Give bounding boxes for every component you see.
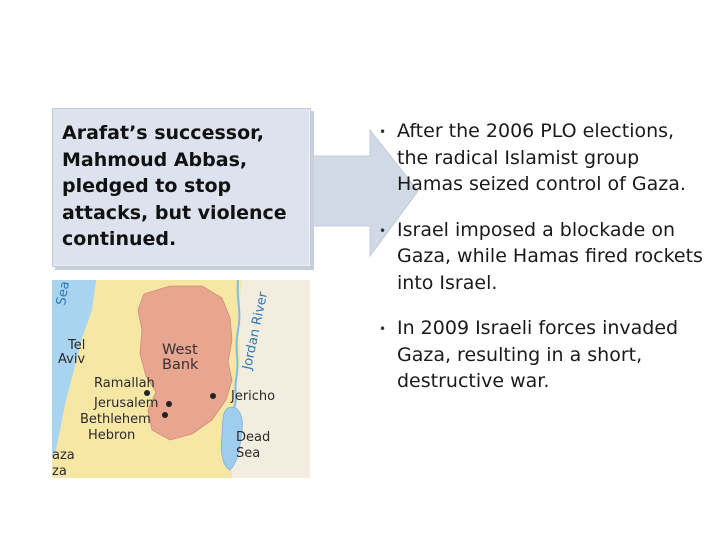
map-label-bank: Bank xyxy=(162,357,199,373)
map-label-bethlehem: Bethlehem xyxy=(80,412,151,427)
callout xyxy=(52,108,370,268)
map-label-gaza-2: za xyxy=(52,464,67,478)
jerusalem-marker xyxy=(166,401,172,407)
map-label-sea-2: Sea xyxy=(236,446,261,461)
bullet-icon: • xyxy=(379,223,387,238)
bullet-list xyxy=(376,118,706,414)
map-graphic xyxy=(52,280,310,478)
list-item xyxy=(376,315,706,395)
map-label-aviv: Aviv xyxy=(58,352,86,367)
bullet-text: Israel imposed a blockade on Gaza, while Hamas fired rockets into Israel. xyxy=(397,218,703,294)
map-label-west: West xyxy=(162,342,198,358)
bullet-icon: • xyxy=(379,125,387,139)
jericho-marker xyxy=(210,393,216,399)
bullet-icon: • xyxy=(379,322,387,336)
map-label-tel: Tel xyxy=(68,338,86,353)
map-label-jerusalem: Jerusalem xyxy=(94,396,159,411)
map-label-jericho: Jericho xyxy=(231,389,276,404)
bethlehem-marker xyxy=(162,412,168,418)
map-label-jordan-river: Jordan River xyxy=(240,290,272,372)
bullet-text: After the 2006 PLO elections, the radical Islamist group Hamas seized control of Gaza. xyxy=(397,120,686,195)
callout-box xyxy=(52,108,311,267)
map-label-gaza-1: aza xyxy=(52,448,75,463)
map-label-dead: Dead xyxy=(236,430,271,445)
map-israel-west-bank xyxy=(52,280,310,478)
map-label-sea: Sea xyxy=(54,280,73,307)
list-item xyxy=(376,118,706,198)
map-label-hebron: Hebron xyxy=(88,428,136,443)
map-label-ramallah: Ramallah xyxy=(94,376,155,391)
list-item xyxy=(376,217,706,297)
bullet-text: In 2009 Israeli forces invaded Gaza, resulting in a short, destructive war. xyxy=(397,317,679,392)
callout-text: Arafat’s successor, Mahmoud Abbas, pledged to stop attacks, but violence continued. xyxy=(62,122,287,250)
